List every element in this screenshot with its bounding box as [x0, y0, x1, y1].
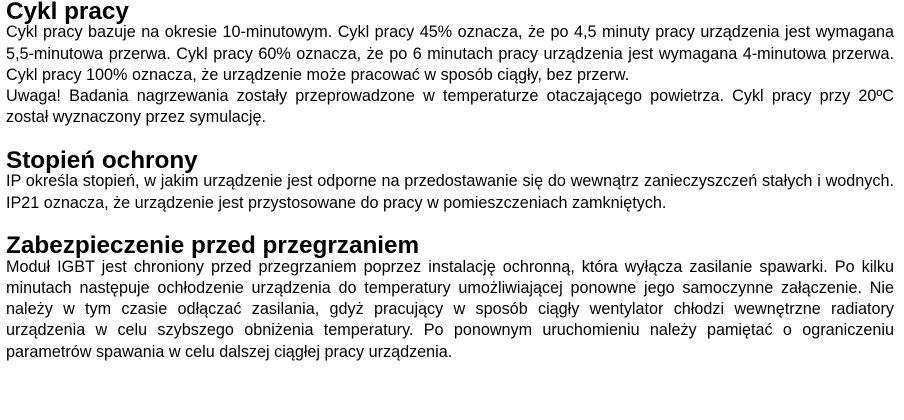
- section-title: Cykl pracy: [6, 0, 129, 25]
- section-title: Zabezpieczenie przed przegrzaniem: [6, 232, 420, 260]
- section-protection-degree: [6, 147, 894, 214]
- section-title: Stopień ochrony: [6, 147, 198, 175]
- paragraph: Moduł IGBT jest chroniony przed przegrzaniem poprzez instalację ochronną, która wyłącza zasilanie spawarki. Po kilku minutach następuje ochłodzenie urządzenia do temperatury umożliwiającej ponowne jego samoczynne załączenie. Nie należy w tym czasie odłączać zasilania, gdyż pracujący w sposób ciągły wentylator chłodzi wewnętrzne radiatory urządzenia w celu szybszego obniżenia temperatury. Po ponownym uruchomieniu należy pamiętać o ograniczeniu parametrów spawania w celu dalszej ciągłej pracy urządzenia.: [6, 257, 894, 361]
- paragraph: IP określa stopień, w jakim urządzenie jest odporne na przedostawanie się do wewnątrz zanieczyszczeń stałych i wodnych. IP21 oznacza, że urządzenie jest przystosowane do pracy w pomieszczeniach zamkniętych.: [6, 172, 894, 212]
- paragraph: Cykl pracy bazuje na okresie 10-minutowym. Cykl pracy 45% oznacza, że po 4,5 minuty pracy urządzenia jest wymagana 5,5-minutowa przerwa. Cykl pracy 60% oznacza, że po 6 minutach pracy urządzenia jest wymagana 4-minutowa przerwa. Cykl pracy 100% oznacza, że urządzenie może pracować w sposób ciągły, bez przerw.: [6, 23, 894, 84]
- section-overheat-protection: [6, 232, 894, 363]
- section-duty-cycle: [6, 0, 894, 129]
- paragraph-warning: Uwaga! Badania nagrzewania zostały przeprowadzone w temperaturze otaczającego powietrza. Cykl pracy przy 20ºC został wyznaczony przez symulację.: [6, 87, 894, 127]
